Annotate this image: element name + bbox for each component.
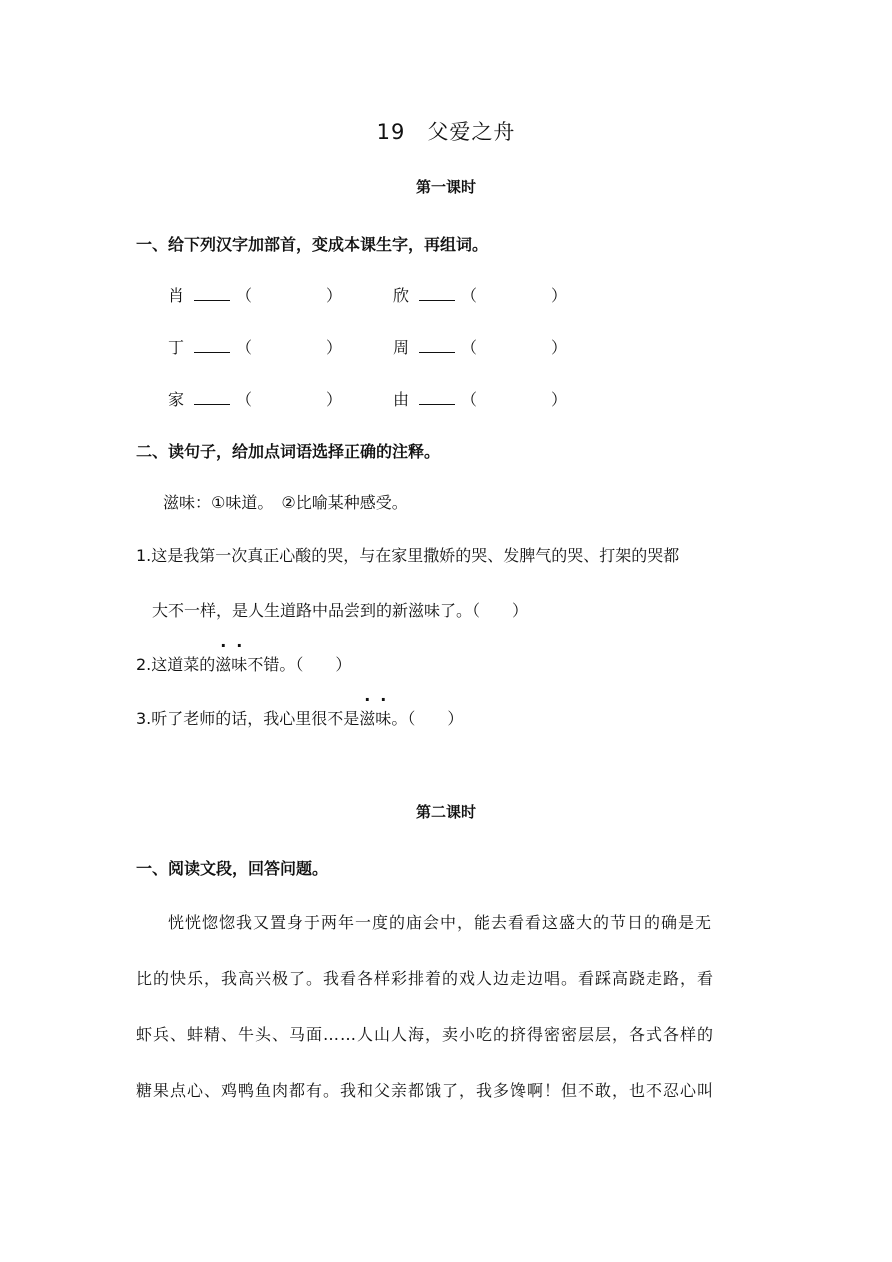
- char: 家: [168, 390, 185, 409]
- lesson2-label: 第二课时: [415, 803, 476, 821]
- char: 周: [393, 338, 410, 357]
- radical-blank[interactable]: [419, 392, 455, 405]
- sentence-1-line-1: 1.这是我第一次真正心酸的哭，与在家里撒娇的哭、发脾气的哭、打架的哭都: [136, 546, 680, 565]
- sentence-2: 2.这道菜的滋味不错。（ ）: [136, 652, 351, 675]
- char-row-1-left: 肖 （ ）: [168, 286, 343, 305]
- sentence-3: 3.听了老师的话，我心里很不是滋味。（ ）: [136, 706, 463, 729]
- lesson2-q1-heading: 一、阅读文段，回答问题。: [136, 859, 329, 878]
- emphasis-dot-char: 滋: [215, 655, 232, 674]
- sentence-1-line-2: 大不一样，是人生道路中品尝到的新滋味了。（ ）: [152, 601, 529, 620]
- emphasis-dot-char: 味: [231, 655, 248, 674]
- char-row-2-right: 周 （ ）: [393, 338, 568, 357]
- passage-line-3: 虾兵、蚌精、牛头、马面……人山人海，卖小吃的挤得密密层层，各式各样的: [136, 1025, 715, 1044]
- char-row-3-right: 由 （ ）: [393, 390, 568, 409]
- passage-line-1: 恍恍惚惚我又置身于两年一度的庙会中，能去看看这盛大的节日的确是无: [168, 913, 713, 932]
- char: 欣: [393, 286, 410, 305]
- radical-blank[interactable]: [419, 288, 455, 301]
- char-row-1-right: 欣 （ ）: [393, 286, 568, 305]
- lesson1-label: 第一课时: [415, 178, 476, 196]
- char-row-3-left: 家 （ ）: [168, 390, 343, 409]
- page-title: 19 父爱之舟: [376, 120, 516, 144]
- passage-line-4: 糖果点心、鸡鸭鱼肉都有。我和父亲都饿了，我多馋啊！但不敢，也不忍心叫: [136, 1081, 715, 1100]
- char-row-2-left: 丁 （ ）: [168, 338, 343, 357]
- char: 丁: [168, 338, 185, 357]
- char: 肖: [168, 286, 185, 305]
- lesson1-q2-heading: 二、读句子，给加点词语选择正确的注释。: [136, 442, 441, 461]
- radical-blank[interactable]: [194, 392, 230, 405]
- emphasis-dot-char: 滋: [359, 709, 376, 728]
- passage-line-2: 比的快乐，我高兴极了。我看各样彩排着的戏人边走边唱。看踩高跷走路，看: [136, 969, 715, 988]
- lesson1-q1-heading: 一、给下列汉字加部首，变成本课生字，再组词。: [136, 235, 489, 254]
- emphasis-dot-char: 味: [375, 709, 392, 728]
- radical-blank[interactable]: [419, 340, 455, 353]
- radical-blank[interactable]: [194, 340, 230, 353]
- definition-text: 滋味：①味道。 ②比喻某种感受。: [163, 493, 408, 512]
- radical-blank[interactable]: [194, 288, 230, 301]
- char: 由: [393, 390, 410, 409]
